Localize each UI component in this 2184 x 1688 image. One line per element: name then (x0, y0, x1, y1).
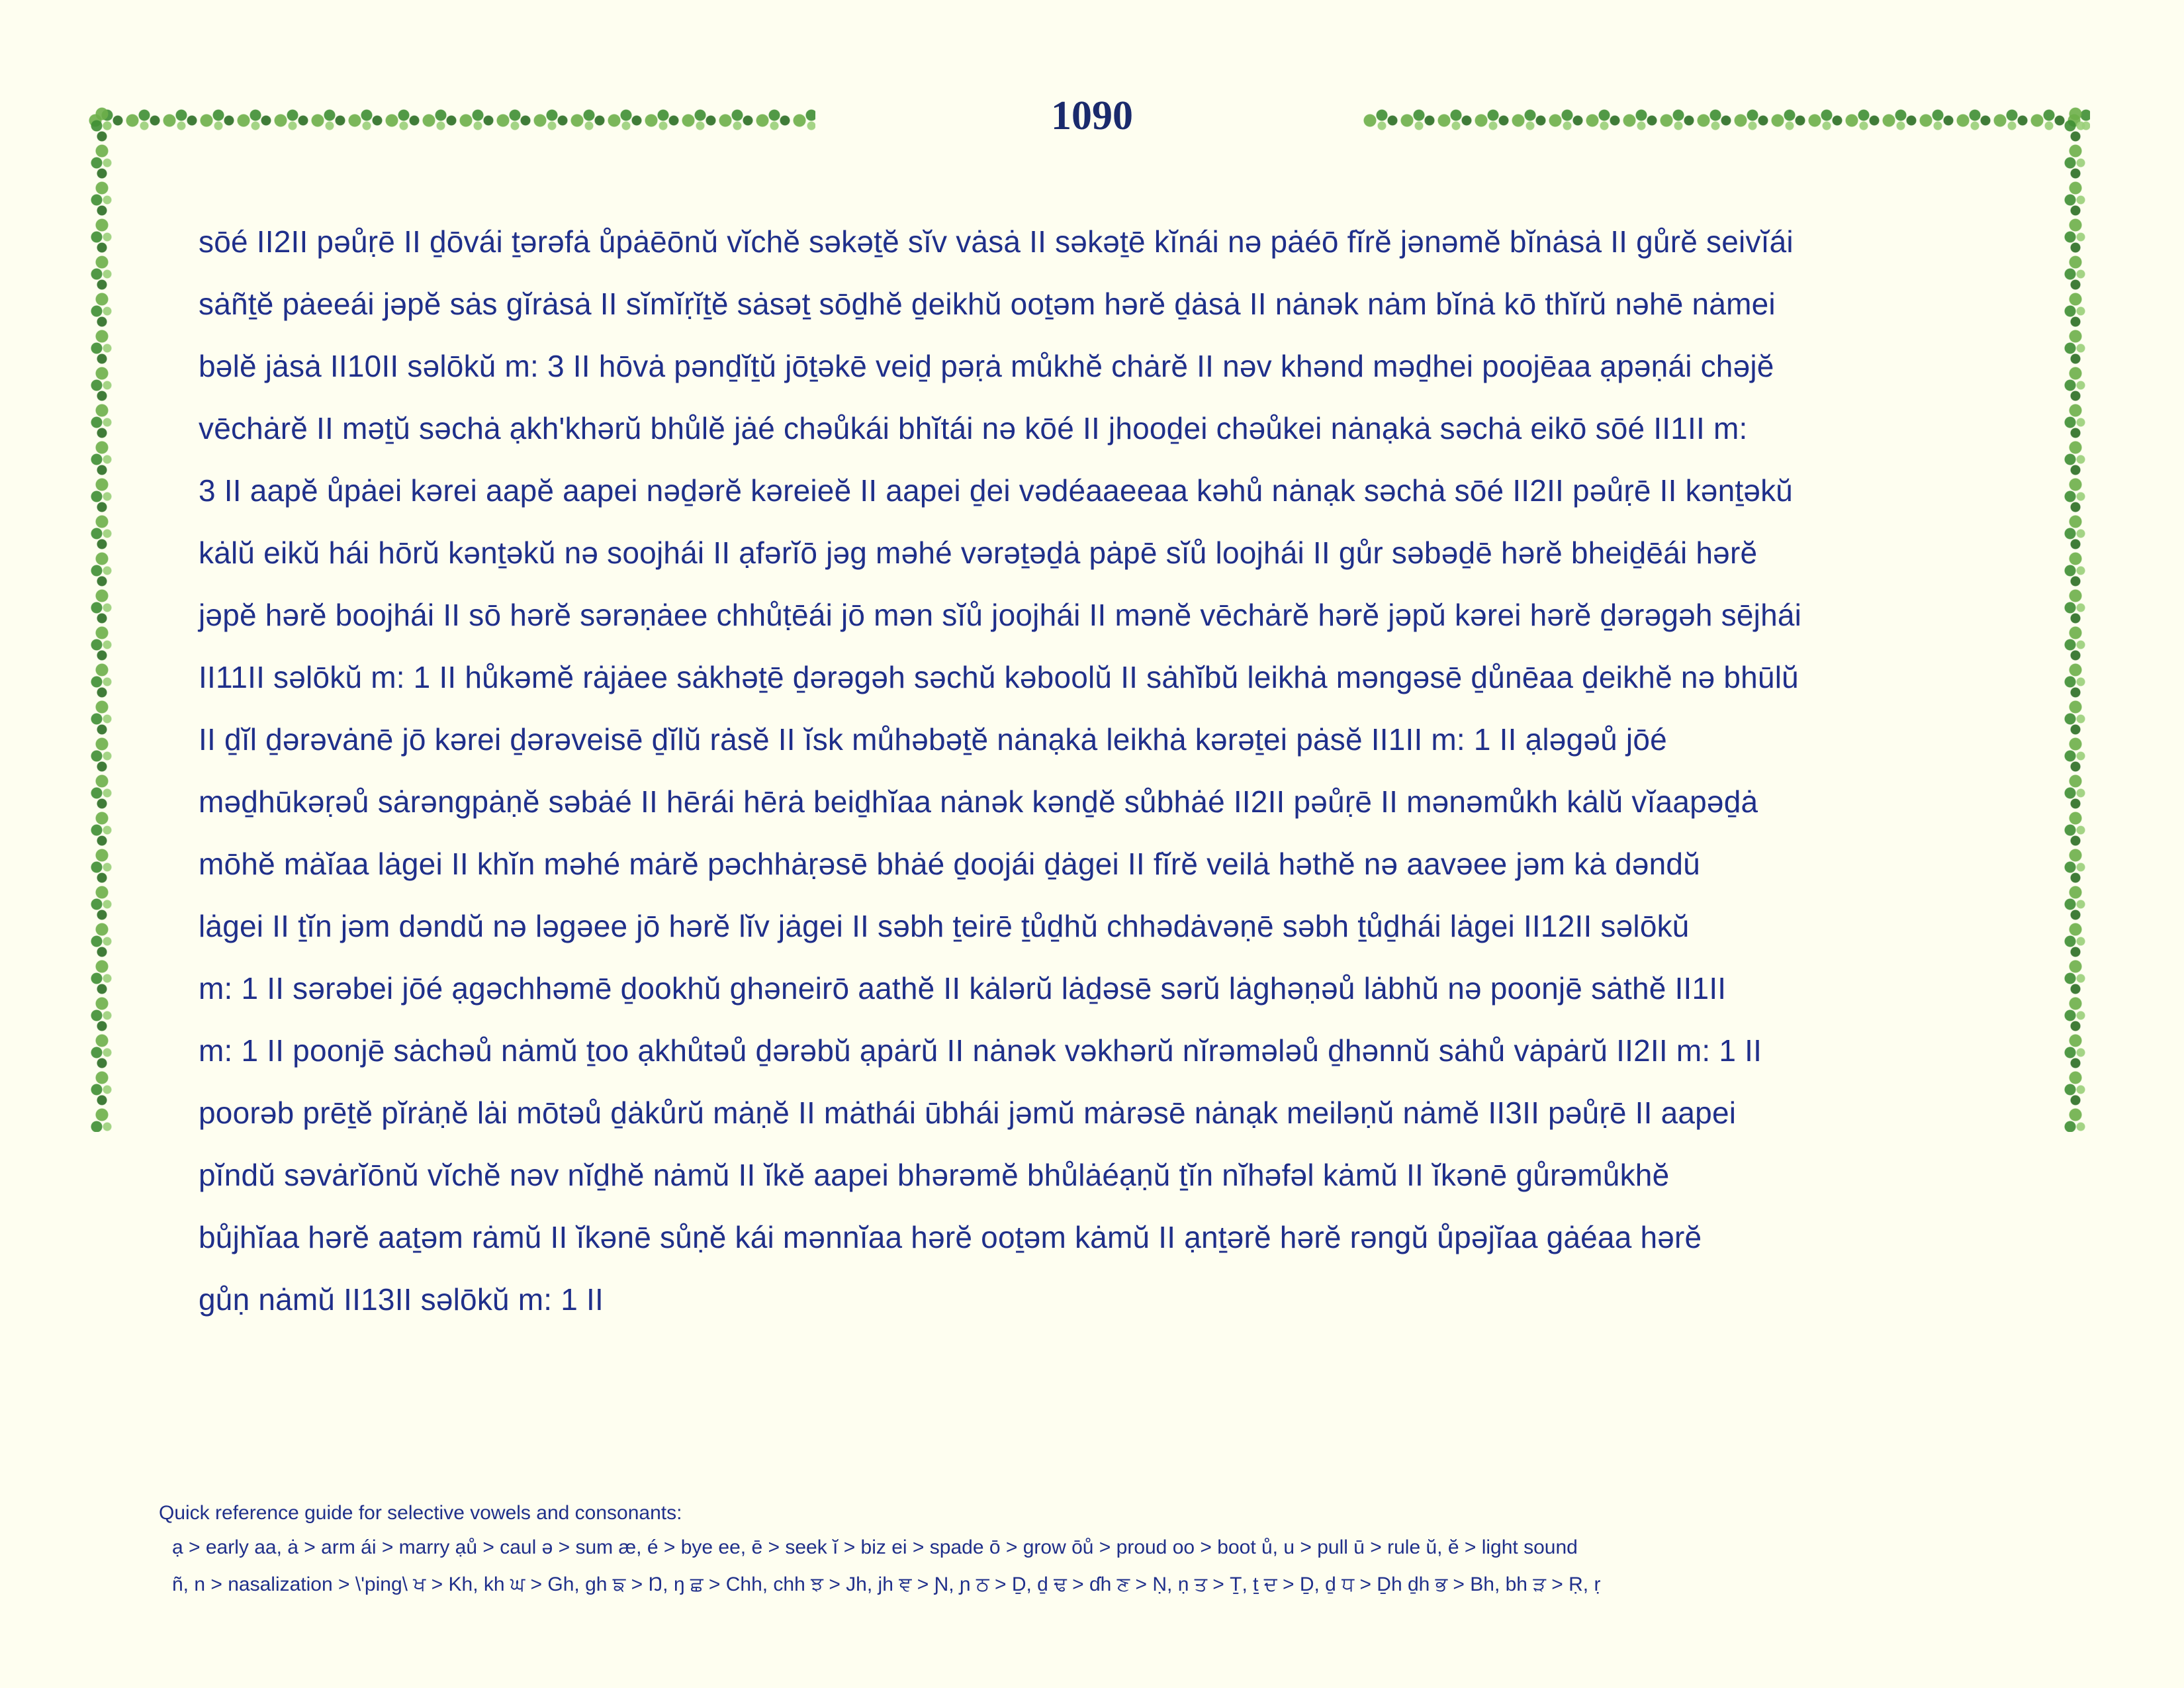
text-line: m: 1 II poonjē sȧchəů nȧmŭ ṯoo ạkhůtəů ḏərəbŭ ạpȧrŭ II nȧnək vəkhərŭ nĭrəmələů ḏhənnŭ sȧhů vȧpȧrŭ II2II m: 1 II (199, 1033, 1762, 1068)
text-line: gůṇ nȧmŭ II13II səlōkŭ m: 1 II (199, 1282, 604, 1317)
decorative-vine-border-top-right (1362, 106, 2090, 135)
text-line: m: 1 II sərəbei jōé ạgəchhəmē ḏookhŭ ghəneirō aathĕ II kȧlərŭ lȧḏəsē sərŭ lȧghəṇəů lȧbhŭ nə poonjē sȧthĕ II1II (199, 971, 1727, 1006)
text-line: məḏhūkəṛəů sȧrəngpȧṇĕ səbȧé II hērái hērȧ beiḏhĭaa nȧnək kənḏĕ sůbhȧé II2II pəůṛē II mənəmůkh kȧlŭ vĭaapəḏȧ (199, 784, 1758, 819)
pronunciation-guide (159, 1497, 2052, 1603)
guide-vowels-row: ạ > early aa, ȧ > arm ái > marry ạů > caul ə > sum æ, é > bye ee, ē > seek ĭ > biz ei > spade ō > grow ōů > proud oo > boot ů, u > pull ū > rule ŭ, ĕ > light sound (172, 1536, 1578, 1558)
decorative-vine-border-top-left (87, 106, 815, 135)
guide-title: Quick reference guide for selective vowels and consonants: (159, 1502, 682, 1524)
text-line: sōé II2II pəůṛē II ḏōvái ṯərəfȧ ůpȧēōnŭ vĭchĕ səkəṯĕ sĭv vȧsȧ II səkəṯē kĭnái nə pȧéō fĭrĕ jənəmĕ bĭnȧsȧ II gůrĕ seivĭái (199, 224, 1794, 259)
transliteration-text (199, 211, 1992, 1331)
text-line: vēchȧrĕ II məṯŭ səchȧ ạkh'khərŭ bhůlĕ jȧé chəůkái bhĭtái nə kōé II jhooḏei chəůkei nȧnạkȧ səchȧ eikō sōé II1II m: (199, 411, 1748, 445)
text-line: bəlĕ jȧsȧ II10II səlōkŭ m: 3 II hōvȧ pənḏĭṯŭ jōṯəkē veiḏ pəṛȧ můkhĕ chȧrĕ II nəv khənd məḏhei poojēaa ạpəṇái chəjĕ (199, 349, 1774, 383)
text-line: 3 II aapĕ ůpȧei kərei aapĕ aapei nəḏərĕ kəreieĕ II aapei ḏei vədéaaeeaa kəhů nȧnạk səchȧ sōé II2II pəůṛē II kənṯəkŭ (199, 473, 1794, 508)
text-line: lȧgei II ṯĭn jəm dəndŭ nə ləgəee jō hərĕ lĭv jȧgei II səbh ṯeirē ṯůḏhŭ chhədȧvəṇē səbh ṯůḏhái lȧgei II12II səlōkŭ (199, 909, 1690, 943)
text-line: kȧlŭ eikŭ hái hōrŭ kənṯəkŭ nə soojhái II ạfərĭō jəg məhé vərəṯəḏȧ pȧpē sĭů loojhái II gůr səbəḏē hərĕ bheiḏēái hərĕ (199, 536, 1758, 570)
text-line: poorəb prēṯĕ pĭrȧṇĕ lȧi mōtəů ḏȧkůrŭ mȧṇĕ II mȧthái ūbhái jəmŭ mȧrəsē nȧnạk meiləṇŭ nȧmĕ II3II pəůṛē II aapei (199, 1096, 1737, 1130)
text-line: sȧñṯĕ pȧeeái jəpĕ sȧs gĭrȧsȧ II sĭmĭṛĭṯĕ sȧsəṯ sōḏhĕ ḏeikhŭ ooṯəm hərĕ ḏȧsȧ II nȧnək nȧm bĭnȧ kō thĭrŭ nəhē nȧmei (199, 287, 1776, 321)
decorative-vine-border-right (2061, 106, 2090, 1132)
guide-consonants-row: ñ, n > nasalization > \'ping\ ਖ > Kh, kh ਘ > Gh, gh ਙ > Ŋ, ŋ ਛ > Chh, chh ਝ > Jh, jh ਞ > Ɲ, ɲ ਠ > Ḏ, ḏ ਢ > ɗh ਣ > Ṇ, ṇ ਤ > Ṯ, ṯ ਦ > Ḏ, ḏ ਧ > Ḏh ḏh ਭ > Bh, bh ੜ > Ṛ, ṛ (172, 1573, 1601, 1595)
text-line: II ḏĭl ḏərəvȧnē jō kərei ḏərəveisē ḏĭlŭ rȧsĕ II ĭsk můhəbəṯĕ nȧnạkȧ leikhȧ kərəṯei pȧsĕ II1II m: 1 II ạləgəů jōé (199, 722, 1667, 757)
page-number: 1090 (1051, 93, 1133, 138)
text-line: II11II səlōkŭ m: 1 II hůkəmĕ rȧjȧee sȧkhəṯē ḏərəgəh səchŭ kəboolŭ II sȧhĭbŭ leikhȧ məngəsē ḏůnēaa ḏeikhĕ nə bhūlŭ (199, 660, 1799, 694)
text-line: jəpĕ hərĕ boojhái II sō hərĕ sərəṇȧee chhůṭēái jō mən sĭů joojhái II mənĕ vēchȧrĕ hərĕ jəpŭ kərei hərĕ ḏərəgəh sējhái (199, 598, 1802, 632)
text-line: bůjhĭaa hərĕ aaṯəm rȧmŭ II ĭkənē sůṇĕ kái mənnĭaa hərĕ ooṯəm kȧmŭ II ạnṯərĕ hərĕ rəngŭ ůpəjĭaa gȧéaa hərĕ (199, 1220, 1702, 1254)
text-line: mōhĕ mȧĭaa lȧgei II khĭn məhé mȧrĕ pəchhȧṛəsē bhȧé ḏoojái ḏȧgei II fĭrĕ veilȧ həthĕ nə aavəee jəm kȧ dəndŭ (199, 847, 1701, 881)
text-line: pĭndŭ səvȧrĭōnŭ vĭchĕ nəv nĭḏhĕ nȧmŭ II ĭkĕ aapei bhərəmĕ bhůlȧéạṇŭ ṯĭn nĭhəfəl kȧmŭ II ĭkənē gůrəmůkhĕ (199, 1158, 1670, 1192)
decorative-vine-border-left (87, 106, 116, 1132)
